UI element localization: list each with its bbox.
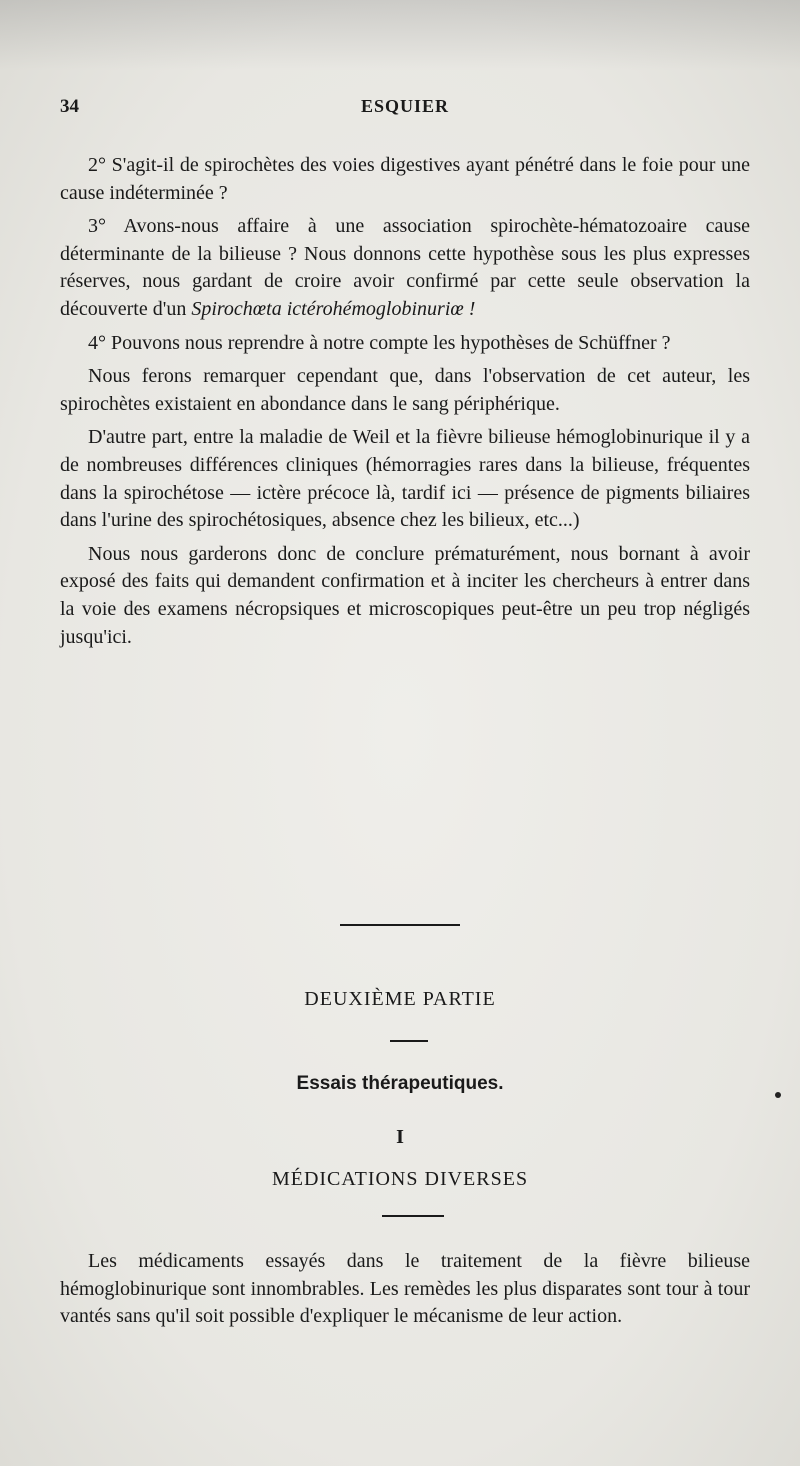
paragraph: 2° S'agit-il de spirochètes des voies digestives ayant pénétré dans le foie pour une cause indéterminée ? [60,154,750,204]
running-head: ESQUIER [360,96,450,116]
paragraph-text: 3° Avons-nous affaire à une association spirochète-hématozoaire cause déterminante de la bilieuse ? Nous donnons cette hypothèse sous les plus expresses réserves, nous gardant de croire avoir confirmé par cette seule observation la découverte d'un [60,215,750,320]
paragraph: D'autre part, entre la maladie de Weil et la fièvre bilieuse hémoglobinurique il y a de nombreuses différences cliniques (hémorragies rares dans la bilieuse, fréquentes dans la spirochétose — ictère précoce là, tardif ici — présence de pigments biliaires dans l'urine des spirochétosiques, absence chez les bilieux, etc...) [60,426,750,532]
body-text-section-2 [60,1248,750,1337]
chapter-title: MÉDICATIONS DIVERSES [271,1168,529,1190]
paragraph: Nous nous garderons donc de conclure prématurément, nous bornant à avoir exposé des faits qui demandent confirmation et à inciter les chercheurs à entrer dans la voie des examens nécropsiques et microscopiques peut-être un peu trop négligés jusqu'ici. [60,542,750,648]
paragraph: Les médicaments essayés dans le traitement de la fièvre bilieuse hémoglobinurique sont innombrables. Les remèdes les plus disparates sont tour à tour vantés sans qu'il soit possible d'expliquer le mécanisme de leur action. [60,1250,750,1328]
part-subtitle: Essais thérapeutiques. [296,1073,504,1094]
paragraph: 4° Pouvons nous reprendre à notre compte les hypothèses de Schüffner ? [88,331,671,354]
chapter-number: I [396,1126,404,1148]
ink-spot [775,1092,781,1098]
section-divider [340,924,460,926]
page-header [60,96,750,126]
paragraph [60,213,750,323]
page-number: 34 [60,96,79,117]
body-text-section-1 [60,152,750,657]
scan-smudge [0,0,800,70]
paragraph: Nous ferons remarquer cependant que, dans l'observation de cet auteur, les spirochètes existaient en abondance dans le sang périphérique. [60,365,750,415]
title-rule [390,1040,428,1042]
italic-term: Spirochœta ictérohémoglobinuriœ ! [191,297,476,320]
part-title: DEUXIÈME PARTIE [304,988,496,1010]
chapter-rule [382,1215,444,1217]
